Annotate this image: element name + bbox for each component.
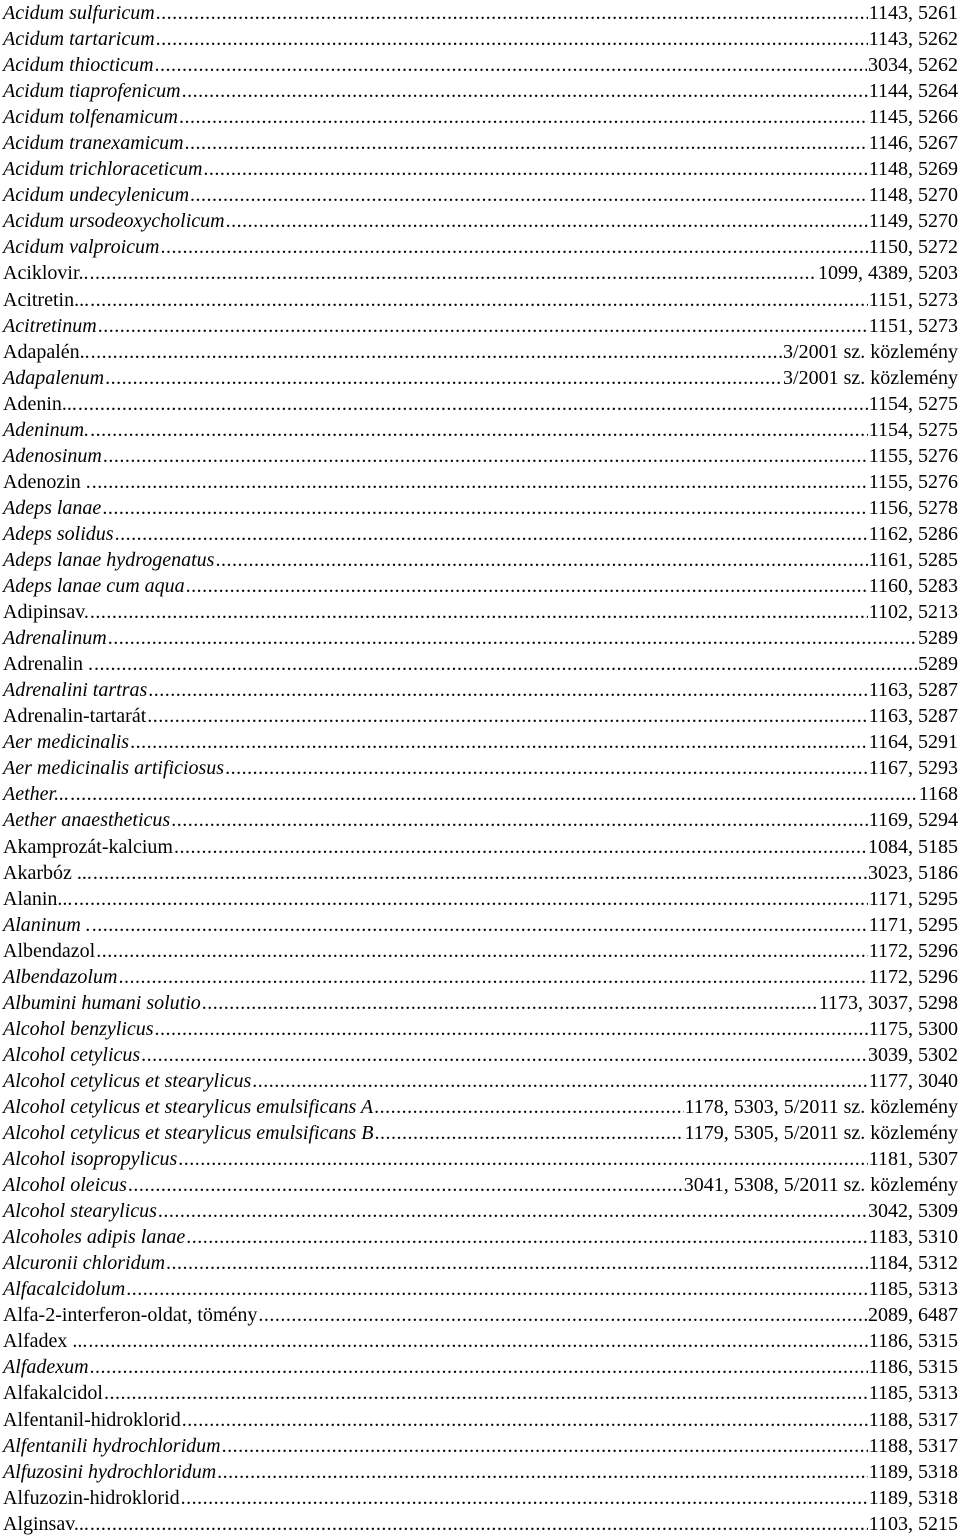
index-term: Adapalén.. — [3, 340, 90, 363]
index-entry — [0, 625, 960, 651]
dot-leader — [115, 521, 868, 547]
index-page-refs: 1143, 5262 — [868, 28, 958, 51]
index-term: Adeninum. — [3, 418, 90, 441]
index-page-refs: 1171, 5295 — [868, 887, 958, 910]
index-entry — [0, 781, 960, 807]
index-term: Acidum trichloraceticum — [3, 158, 203, 181]
dot-leader — [105, 365, 782, 391]
index-term: Alcohol cetylicus et stearylicus — [3, 1069, 252, 1092]
index-term: Adipinsav. — [3, 601, 89, 624]
index-entry — [0, 1250, 960, 1276]
index-entry — [0, 1433, 960, 1459]
index-page-refs: 1155, 5276 — [868, 444, 958, 467]
index-page-refs: 1183, 5310 — [868, 1226, 958, 1249]
index-term: Alaninum . — [3, 913, 91, 936]
index-entry — [0, 1172, 960, 1198]
index-term: Adeps lanae cum aqua — [3, 575, 185, 598]
index-term: Adenozin . — [3, 470, 91, 493]
index-page-refs: 3034, 5262 — [868, 54, 958, 77]
index-term: Acidum tiaprofenicum — [3, 80, 181, 103]
index-entry — [0, 860, 960, 886]
index-entry — [0, 1354, 960, 1380]
dot-leader — [215, 547, 867, 573]
index-entry — [0, 1380, 960, 1406]
dot-leader — [90, 599, 868, 625]
index-term: Adrenalin . — [3, 653, 93, 676]
index-entry — [0, 469, 960, 495]
index-entry — [0, 234, 960, 260]
index-term: Acidum valproicum — [3, 236, 160, 259]
index-page-refs: 5289 — [918, 653, 958, 676]
index-term: Alanin... — [3, 887, 73, 910]
dot-leader — [103, 443, 868, 469]
index-entry — [0, 1407, 960, 1433]
index-entry — [0, 391, 960, 417]
index-page-refs: 1143, 5261 — [868, 2, 958, 24]
index-term: Adenosinum — [3, 444, 102, 467]
dot-leader — [156, 0, 868, 26]
index-term: Alfuzosini hydrochloridum — [3, 1460, 217, 1483]
index-page-refs: 1151, 5273 — [868, 314, 958, 337]
index-term: Alcohol isopropylicus — [3, 1148, 178, 1171]
index-entry — [0, 339, 960, 365]
index-entry — [0, 651, 960, 677]
dot-leader — [217, 1459, 868, 1485]
index-entry — [0, 1328, 960, 1354]
dot-leader — [158, 1198, 867, 1224]
dot-leader — [108, 625, 917, 651]
index-page-refs: 3023, 5186 — [868, 861, 958, 884]
index-term: Adrenalin-tartarát — [3, 705, 147, 728]
index-entry — [0, 287, 960, 313]
index-entry — [0, 886, 960, 912]
index-page-refs: 1154, 5275 — [868, 418, 958, 441]
index-page-refs: 1169, 5294 — [868, 809, 958, 832]
index-page-refs: 1160, 5283 — [868, 575, 958, 598]
index-term: Albendazol — [3, 939, 96, 962]
index-page-refs: 1102, 5213 — [868, 601, 958, 624]
dot-leader — [92, 469, 868, 495]
dot-leader — [141, 1042, 867, 1068]
index-entry — [0, 1042, 960, 1068]
dot-leader — [90, 1354, 868, 1380]
index-term: Akarbóz ... — [3, 861, 92, 884]
index-entry — [0, 1198, 960, 1224]
index-term: Alcoholes adipis lanae — [3, 1226, 186, 1249]
index-page-refs: 1179, 5305, 5/2011 sz. közlemény — [684, 1122, 958, 1145]
dot-leader — [155, 52, 867, 78]
index-page-refs: 1146, 5267 — [868, 132, 958, 155]
index-entry — [0, 104, 960, 130]
index-entry — [0, 912, 960, 938]
dot-leader — [182, 78, 868, 104]
index-entry — [0, 599, 960, 625]
dot-leader — [90, 287, 868, 313]
index-entry — [0, 1146, 960, 1172]
dot-leader — [130, 729, 868, 755]
index-entry — [0, 807, 960, 833]
index-page-refs: 1177, 3040 — [868, 1069, 958, 1092]
index-entry — [0, 1120, 960, 1146]
index-page-refs: 1162, 5286 — [868, 522, 958, 545]
index-term: Acidum thiocticum — [3, 54, 154, 77]
index-page-refs: 1181, 5307 — [868, 1148, 958, 1171]
index-term: Adrenalinum — [3, 627, 107, 650]
index-term: Alcohol cetylicus et stearylicus emulsificans A — [3, 1095, 374, 1118]
dot-leader — [126, 1276, 868, 1302]
index-entry — [0, 208, 960, 234]
index-page-refs: 1084, 5185 — [868, 835, 958, 858]
dot-leader — [102, 495, 867, 521]
index-entry — [0, 260, 960, 286]
index-entry — [0, 990, 960, 1016]
index-entry — [0, 313, 960, 339]
index-term: Adapalenum — [3, 366, 105, 389]
index-page-refs: 1186, 5315 — [868, 1330, 958, 1353]
index-term: Acitretinum — [3, 314, 97, 337]
index-page-refs: 1178, 5303, 5/2011 sz. közlemény — [684, 1095, 958, 1118]
index-term: Alginsav... — [3, 1512, 89, 1535]
dot-leader — [118, 964, 867, 990]
dot-leader — [93, 860, 867, 886]
index-term: Acidum tranexamicum — [3, 132, 184, 155]
dot-leader — [155, 1016, 868, 1042]
index-entry — [0, 0, 960, 26]
index-page-refs: 1172, 5296 — [868, 939, 958, 962]
index-term: Alcohol benzylicus — [3, 1017, 154, 1040]
index-entry — [0, 547, 960, 573]
index-page-refs: 1148, 5269 — [868, 158, 958, 181]
index-term: Aciklovir.. — [3, 262, 89, 285]
dot-leader — [174, 834, 867, 860]
index-page-refs: 3/2001 sz. közlemény — [783, 366, 958, 389]
dot-leader — [186, 573, 868, 599]
index-page-refs: 3039, 5302 — [868, 1043, 958, 1066]
dot-leader — [374, 1120, 683, 1146]
index-page-refs: 1188, 5317 — [868, 1408, 958, 1431]
index-page-refs: 1185, 5313 — [868, 1278, 958, 1301]
dot-leader — [90, 260, 817, 286]
dot-leader — [186, 1224, 868, 1250]
index-entry — [0, 755, 960, 781]
dot-leader — [225, 755, 868, 781]
index-page-refs: 1168 — [918, 783, 958, 806]
index-entry — [0, 938, 960, 964]
index-page-refs: 1184, 5312 — [868, 1252, 958, 1275]
dot-leader — [171, 807, 868, 833]
index-page-refs: 1186, 5315 — [868, 1356, 958, 1379]
index-term: Adeps lanae — [3, 496, 102, 519]
index-entry — [0, 1302, 960, 1328]
index-term: Adeps solidus — [3, 522, 114, 545]
index-entry — [0, 26, 960, 52]
index-page-refs: 1150, 5272 — [868, 236, 958, 259]
dot-leader — [148, 677, 867, 703]
dot-leader — [181, 1485, 868, 1511]
index-page-refs: 1164, 5291 — [868, 731, 958, 754]
index-entry — [0, 1068, 960, 1094]
index-term: Albendazolum — [3, 965, 118, 988]
index-entry — [0, 677, 960, 703]
index-entry — [0, 130, 960, 156]
index-term: Akamprozát-kalcium — [3, 835, 173, 858]
dot-leader — [78, 391, 868, 417]
index-entry — [0, 703, 960, 729]
dot-leader — [203, 156, 867, 182]
index-page-refs: 1171, 5295 — [868, 913, 958, 936]
index-term: Acidum ursodeoxycholicum — [3, 210, 225, 233]
dot-leader — [156, 26, 868, 52]
index-term: Alcohol oleicus — [3, 1174, 127, 1197]
dot-leader — [90, 417, 868, 443]
index-entry — [0, 834, 960, 860]
index-term: Alfadex ... — [3, 1330, 88, 1353]
index-page-refs: 2089, 6487 — [868, 1304, 958, 1327]
index-term: Aer medicinalis artificiosus — [3, 757, 225, 780]
dot-leader — [91, 339, 782, 365]
dot-leader — [104, 1380, 868, 1406]
index-term: Alcuronii chloridum — [3, 1252, 166, 1275]
dot-leader — [70, 781, 918, 807]
dot-leader — [202, 990, 818, 1016]
index-entry — [0, 573, 960, 599]
index-term: Alfa-2-interferon-oldat, tömény — [3, 1304, 258, 1327]
index-entry — [0, 1485, 960, 1511]
index-entry — [0, 1276, 960, 1302]
index-page-refs: 1148, 5270 — [868, 184, 958, 207]
index-term: Alfuzozin-hidroklorid — [3, 1486, 180, 1509]
dot-leader — [94, 651, 917, 677]
index-page-refs: 1145, 5266 — [868, 106, 958, 129]
dot-leader — [222, 1433, 868, 1459]
dot-leader — [147, 703, 867, 729]
index-page-refs: 1099, 4389, 5203 — [818, 262, 958, 285]
dot-leader — [88, 1328, 867, 1354]
index-term: Alfentanili hydrochloridum — [3, 1434, 221, 1457]
index-term: Alfacalcidolum — [3, 1278, 126, 1301]
dot-leader — [160, 234, 867, 260]
index-page-refs: 1189, 5318 — [868, 1486, 958, 1509]
index-term: Alcohol cetylicus et stearylicus emulsificans B — [3, 1122, 374, 1145]
index-entry — [0, 964, 960, 990]
index-entry — [0, 182, 960, 208]
dot-leader — [226, 208, 868, 234]
index-entry — [0, 1094, 960, 1120]
index-page-refs: 3042, 5309 — [868, 1200, 958, 1223]
dot-leader — [128, 1172, 683, 1198]
index-entry — [0, 78, 960, 104]
dot-leader — [73, 886, 867, 912]
index-page-refs: 1167, 5293 — [868, 757, 958, 780]
index-page-refs: 3/2001 sz. közlemény — [783, 340, 958, 363]
index-entry — [0, 443, 960, 469]
index-page-refs: 1151, 5273 — [868, 288, 958, 311]
index-term: Adrenalini tartras — [3, 679, 148, 702]
index-term: Acidum sulfuricum — [3, 2, 155, 24]
index-entry — [0, 1224, 960, 1250]
index-page-refs: 1161, 5285 — [868, 548, 958, 571]
index-term: Acidum tartaricum — [3, 28, 155, 51]
index-page-refs: 1189, 5318 — [868, 1460, 958, 1483]
index-term: Aether... — [3, 783, 70, 806]
index-page-refs: 1188, 5317 — [868, 1434, 958, 1457]
index-entry — [0, 52, 960, 78]
dot-leader — [258, 1302, 867, 1328]
index-entry — [0, 1016, 960, 1042]
dot-leader — [252, 1068, 867, 1094]
dot-leader — [96, 938, 868, 964]
index-term: Adeps lanae hydrogenatus — [3, 548, 215, 571]
index-entry — [0, 1459, 960, 1485]
index-term: Acidum undecylenicum — [3, 184, 190, 207]
index-term: Adenin... — [3, 392, 77, 415]
index-page-refs: 1155, 5276 — [868, 470, 958, 493]
dot-leader — [179, 104, 868, 130]
index-page-refs: 1173, 3037, 5298 — [818, 991, 958, 1014]
index-term: Alcohol stearylicus — [3, 1200, 157, 1223]
index-page-refs: 1144, 5264 — [868, 80, 958, 103]
dot-leader — [166, 1250, 868, 1276]
dot-leader — [92, 912, 868, 938]
index-term: Acitretin... — [3, 288, 90, 311]
index-term: Alfadexum — [3, 1356, 89, 1379]
index-page-refs: 5289 — [918, 627, 958, 650]
dot-leader — [98, 313, 868, 339]
dot-leader — [178, 1146, 867, 1172]
index-page-refs: 1172, 5296 — [868, 965, 958, 988]
index-entry — [0, 365, 960, 391]
index-page-refs: 1156, 5278 — [868, 496, 958, 519]
index-page-refs: 1175, 5300 — [868, 1017, 958, 1040]
index-page-refs: 1185, 5313 — [868, 1382, 958, 1405]
index-page-refs: 1103, 5215 — [868, 1512, 958, 1535]
index-term: Alfakalcidol — [3, 1382, 103, 1405]
dot-leader — [190, 182, 868, 208]
index-entry — [0, 729, 960, 755]
dot-leader — [374, 1094, 683, 1120]
index-page-refs: 1163, 5287 — [868, 705, 958, 728]
index-term: Alcohol cetylicus — [3, 1043, 141, 1066]
index-term: Alfentanil-hidroklorid — [3, 1408, 181, 1431]
index-entry — [0, 156, 960, 182]
index-page-refs: 1149, 5270 — [868, 210, 958, 233]
dot-leader — [185, 130, 868, 156]
index-term: Aer medicinalis — [3, 731, 130, 754]
index-term: Albumini humani solutio — [3, 991, 201, 1014]
index-entry — [0, 495, 960, 521]
index-page-refs: 1154, 5275 — [868, 392, 958, 415]
index-page-refs: 3041, 5308, 5/2011 sz. közlemény — [683, 1174, 958, 1197]
index-entry — [0, 417, 960, 443]
index-page-refs: 1163, 5287 — [868, 679, 958, 702]
index-term: Acidum tolfenamicum — [3, 106, 178, 129]
dot-leader — [182, 1407, 868, 1433]
index-term: Aether anaestheticus — [3, 809, 171, 832]
index-entry — [0, 521, 960, 547]
